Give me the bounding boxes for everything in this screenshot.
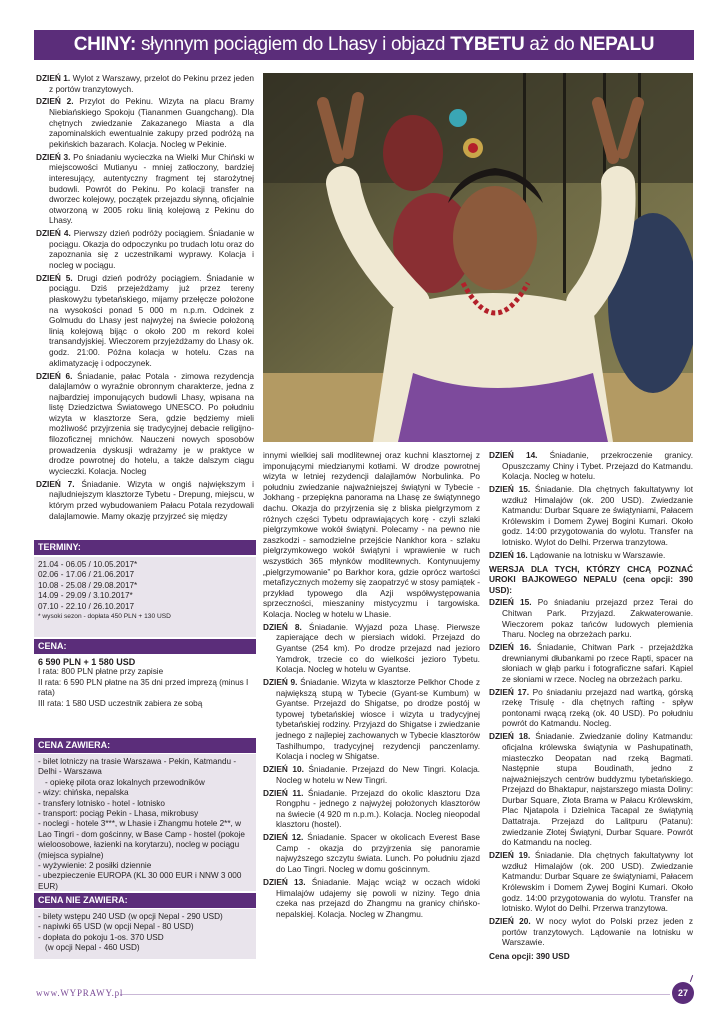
excludes-line: - dopłata do pokoju 1-os. 370 USD: [38, 932, 164, 942]
excludes-line: - bilety wstępu 240 USD (w opcji Nepal - 290 USD): [38, 912, 223, 921]
page-number: 27: [672, 982, 694, 1004]
day-label: DZIEŃ 10.: [263, 764, 304, 775]
itinerary-column-2: [263, 450, 480, 922]
day-text: Przylot do Pekinu. Wizyta na placu Bramy Niebiańskiego Spokoju (Tiananmen Guangchang). Dla chętnych zwiedzanie Zakazanego Miasta a dla zapominalskich ewentualnie zakupy przed podróżą na pekińskich bazarach. Kolacja. Nocleg w Pekinie.: [49, 96, 254, 149]
date-line: 07.10 - 22.10 / 26.10.2017: [38, 601, 135, 611]
price-line: II rata: 6 590 PLN płatne na 35 dni przed imprezą (minus I rata): [38, 677, 249, 698]
day-entry: [489, 850, 693, 914]
excludes-line: (w opcji Nepal - 460 USD): [45, 943, 140, 953]
price-box: [34, 654, 256, 736]
day-label: DZIEŃ 7.: [36, 478, 75, 489]
day-entry: [489, 550, 693, 561]
decorative-tick: [690, 975, 693, 982]
day-text: Śniadanie. Przejazd do New Tingri. Kolacja. Nocleg w hotelu w New Tingri.: [276, 764, 480, 785]
dates-box-title: TERMINY:: [34, 540, 256, 555]
includes-box: [34, 754, 256, 891]
includes-line: - ubezpieczenie EUROPA (KL 30 000 EUR i NNW 3 000 EUR): [38, 871, 242, 891]
day-label: DZIEŃ 14.: [489, 450, 538, 460]
day-text: Śniadanie. Wizyta w ongiś największym i najludniejszym klasztorze Tybetu - Drepung, miejscu, w którym przed wybudowaniem Pałacu Potala rezydowali dalajlamowie. Mamy okazję przyjrzeć się między: [49, 478, 254, 521]
date-line: 14.09 - 29.09 / 3.10.2017*: [38, 591, 133, 601]
day-label: DZIEŃ 16.: [489, 549, 528, 560]
day-text: Śniadanie, przekroczenie granicy. Opuszczamy Chiny i Tybet. Przejazd do Katmandu. Kolacja. Nocleg w hotelu.: [502, 450, 693, 482]
day-label: DZIEŃ 15.: [489, 597, 532, 608]
day-entry: [263, 677, 480, 762]
tibetan-woman-photo: [263, 73, 693, 442]
day-label: DZIEŃ 4.: [36, 228, 71, 239]
day-label: DZIEŃ 8.: [263, 621, 302, 632]
day-text: Lądowanie na lotnisku w Warszawie.: [527, 549, 666, 560]
day-text: Śniadanie. Mając wciąż w oczach widoki Himalajów udajemy się powoli w niziny. Tego dnia czeka nas przejazd do Zhangmu na granicy chińsko-nepalskiej. Kolacja. Nocleg w Zhangmu.: [276, 876, 480, 919]
day-entry: [36, 479, 254, 521]
day-entry: [489, 597, 693, 639]
footer-divider: [120, 994, 670, 995]
day-entry: [263, 622, 480, 675]
price-box-title: CENA:: [34, 639, 256, 654]
day-label: DZIEŃ 19.: [489, 850, 531, 861]
day-label: DZIEŃ 17.: [489, 686, 530, 697]
day-label: DZIEŃ 20.: [489, 916, 531, 927]
day-label: DZIEŃ 13.: [263, 876, 306, 887]
day-label: DZIEŃ 3.: [36, 151, 71, 162]
day-entry: [263, 788, 480, 830]
day-entry: [263, 877, 480, 919]
page-title: CHINY: słynnym pociągiem do Lhasy i objazd TYBETU aż do NEPALU: [34, 30, 694, 60]
itinerary-column-3: [489, 450, 693, 963]
date-line: 21.04 - 06.05 / 10.05.2017*: [38, 560, 138, 569]
day-entry: [489, 450, 693, 482]
day-text: Śniadanie, Chitwan Park - przejażdżka drewnianymi dłubankami po rzece Rapti, spacer na słoniach w głąb parku i fotograficzne safari. Kąpiel ze słoniami w rzece. Nocleg na obrzeżach parku.: [502, 641, 693, 684]
date-line: 10.08 - 25.08 / 29.08.2017*: [38, 580, 138, 590]
includes-line: - wizy: chińska, nepalska: [38, 788, 129, 798]
day-entry: [489, 484, 693, 548]
day-text: Drugi dzień podróży pociągiem. Śniadanie w pociągu. Dziś przejeżdżamy już przez tereny płaskowyżu tybetańskiego, mijamy przełęcze położone na wysokości ponad 5 000 m n.p.m. Odcinek z Golmudu do Lhasy jest najwyżej na świecie położoną linią kolejową bijąc o około 200 m rekord kolei transandyjskiej. Wieczorem przyjeżdżamy do Lhasy ok. godz. 21:00. Późna kolacja w hotelu. Czas na aklimatyzację i odpoczynek.: [49, 272, 254, 368]
excludes-box: [34, 909, 256, 959]
day-text: Śniadanie. Dla chętnych fakultatywny lot wzdłuż Himalajów (ok. 200 USD). Zwiedzanie Katmandu: Durbar Square ze świątyniami, Pałacem Królewskim i Domem Żywej Bogini Kumari. Około godz. 14:00 przygotowania do wylotu. Transfer na lotnisko. Wylot do Delhi. Przerwa tranzytowa.: [502, 850, 693, 914]
day-text: Po śniadaniu przejazd nad wartką, górską rzekę Trisulę - dla chętnych rafting - spływ pontonami rwącą rzeką (ok. 40 USD). Po południu powrót do Katmandu. Nocleg.: [502, 686, 693, 729]
day-text: Po śniadaniu wycieczka na Wielki Mur Chiński w miejscowości Mutianyu - mniej zatłoczony, bardziej interesujący, autentyczny fragment tej starożytnej budowli. Powrót do Pekinu. Po kolacji transfer na dworzec kolejowy, początek przejazdu słynną, oficjalnie otworzoną w 2005 roku linią kolejową z Pekinu do Lhasy.: [49, 151, 254, 226]
price-line: I rata: 800 PLN płatne przy zapisie: [38, 667, 164, 677]
day-label: DZIEŃ 5.: [36, 272, 73, 283]
nepal-option-heading: WERSJA DLA TYCH, KTÓRZY CHCĄ POZNAĆ UROKI BAJKOWEGO NEPALU (cena opcji: 390 USD):: [489, 563, 693, 595]
includes-line: - opiekę pilota oraz lokalnych przewodników: [45, 777, 205, 787]
excludes-box-title: CENA NIE ZAWIERA:: [34, 893, 256, 908]
day-entry: [489, 731, 693, 848]
day-text: Śniadanie. Wyjazd poza Lhasę. Pierwsze zapierające dech w piersiach widoki. Przejazd do Gyantse (254 km). Po drodze przejazd nad jezioro Yamdrok, trzecie co do wielkości jezioro Tybetu. Kolacja. Nocleg w hotelu w Gyantse.: [276, 621, 480, 675]
day-label: DZIEŃ 2.: [36, 96, 74, 107]
price-main: 6 590 PLN + 1 580 USD: [38, 657, 136, 667]
day-7-continued: innymi wielkiej sali modlitewnej oraz kuchni klasztornej z imponującymi miedzianymi kotłami. W drodze powrotnej wizyta w letniej rezydencji dalajlamów Norbulinka. Po południu zwiedzanie najważniejszej świątyni w Tybecie - Jokhang - przepiękna panorama na Lhasę ze świątynnego dachu. Okazja do przyjrzenia się z bliska pielgrzymom z różnych części Tybetu odprawiających korę - czyli szlaki pielgrzymkowe wokół świątyni. Polecamy - na pewno nie zaszkodzi - samodzielne przejście Nankhor kora - szlaku pielgrzymkowego wokół świątyni i wprawienie w ruch wszystkich 365 młynków modlitewnych. Kontynuujemy „pielgrzymowanie” po Barkhor kora, gdzie oprócz wartości metafizycznych możemy się zaopatrzyć w stosy pamiątek - przykład typowego dla Azji współwystępowania sprzeczności, mieszaniny mistycyzmu i targowiska. Kolacja. Nocleg w hotelu w Lhasie.: [263, 450, 480, 619]
includes-line: - bilet lotniczy na trasie Warszawa - Pekin, Katmandu - Delhi - Warszawa: [38, 757, 237, 777]
day-text: Po śniadaniu przejazd przez Terai do Chitwan Park. Przyjazd. Zakwaterowanie. Wieczorem pokaz tańców ludowych plemienia Tharu. Nocleg na obrzeżach parku.: [502, 597, 693, 640]
includes-line: - wyżywienie: 2 posiłki dziennie: [38, 861, 152, 871]
day-text: Pierwszy dzień podróży pociągiem. Śniadanie w pociągu. Okazja do odpoczynku po trudach lotu oraz do zapoznania się z uczestnikami wyprawy. Kolacja i nocleg w pociągu.: [49, 228, 254, 270]
day-entry: [36, 273, 254, 368]
dates-box: [34, 557, 256, 637]
day-entry: [36, 73, 254, 94]
day-text: Śniadanie. Dla chętnych fakultatywny lot wzdłuż Himalajów (ok. 200 USD). Zwiedzanie Katmandu: Durbar Square ze świątyniami, Pałacem Królewskim i Domem Żywej Bogini Kumari. Około godz. 14:00 przygotowania do wylotu. Transfer na lotnisko. Wylot do Delhi. Przerwa tranzytowa.: [502, 484, 693, 548]
day-entry: [36, 152, 254, 226]
day-label: DZIEŃ 9.: [263, 677, 298, 688]
day-text: Śniadanie. Wizyta w klasztorze Pelkhor Chode z największą stupą w Tybecie (Gyant-se Kumbum) w Gyantse. Przejazd do Shigatse, po drodze postój w typowej tybetańskiej wiosce i wizyta u tradycyjnej tybetańskiej rodziny. Przyjazd do Shigatse i zwiedzanie jednego z najlepiej zachowanych w Tybecie klasztorów Tashilhumpo, tradycyjnej rezydencji panczenlamy. Kolacja i nocleg w Shigatse.: [276, 677, 480, 762]
includes-line: - transfery lotnisko - hotel - lotnisko: [38, 798, 165, 808]
includes-line: - noclegi - hotele 3***, w Lhasie i Zhangmu hotele 2**, w Lao Tingri - dom gościnny, w Base Camp - hostel (pokoje wieloosobowe, łazienki na korytarzu), nocleg w pociągu (miejsca sypialne): [38, 819, 245, 860]
price-line: III rata: 1 580 USD uczestnik zabiera ze sobą: [38, 698, 203, 708]
includes-box-title: CENA ZAWIERA:: [34, 738, 256, 753]
option-price: Cena opcji: 390 USD: [489, 950, 570, 961]
day-label: DZIEŃ 1.: [36, 73, 71, 83]
season-note: * wysoki sezon - dopłata 450 PLN + 130 USD: [38, 613, 171, 621]
day-label: DZIEŃ 11.: [263, 787, 304, 798]
day-text: Śniadanie, pałac Potala - zimowa rezydencja dalajlamów o wyraźnie obronnym charakterze, jedna z najbardziej imponujących budowli Lhasy, wpisana na listę Dziedzictwa Światowego UNESCO. Po południu wizyta w klasztorze Sera, gdzie będziemy mieli możliwość przyjrzenia się tradycyjnej debacie religijno-filozoficznej mnichów. Nauczeni nowych sposobów prowadzenia dyskusji wdrażamy je w praktyce w drodze powrotnej do hotelu, a także dalszym ciągu wycieczki. Kolacja. Nocleg: [49, 370, 254, 476]
day-label: DZIEŃ 12.: [263, 832, 304, 843]
day-entry: [263, 832, 480, 874]
day-label: DZIEŃ 6.: [36, 370, 73, 381]
day-label: DZIEŃ 18.: [489, 731, 531, 742]
day-entry: [263, 764, 480, 785]
day-entry: [489, 916, 693, 948]
day-text: Śniadanie. Spacer w okolicach Everest Base Camp - okazja do przyjrzenia się panoramie najwyższego szczytu świata. Lunch. Po południu zjazd do Lao Tingri. Nocleg w domu gościnnym.: [276, 832, 481, 875]
photo-illustration: [263, 73, 693, 442]
day-label: DZIEŃ 16.: [489, 641, 532, 652]
includes-line: - transport: pociąg Pekin - Lhasa, mikrobusy: [38, 809, 199, 819]
day-entry: [489, 687, 693, 729]
site-logo[interactable]: www.WYPRAWY.pl: [36, 988, 124, 998]
day-entry: [36, 371, 254, 477]
excludes-line: - napiwki 65 USD (w opcji Nepal - 80 USD): [38, 922, 194, 932]
day-text: Wylot z Warszawy, przelot do Pekinu przez jeden z portów tranzytowych.: [49, 73, 254, 94]
itinerary-column-1: [36, 73, 254, 523]
day-entry: [36, 228, 254, 270]
day-text: Śniadanie. Zwiedzanie doliny Katmandu: oficjalna królewska świątynia w Pashupatinath, miasteczko Deopatan nad rzeką Bagmati. Następnie stupa Boudinath, jedno z najważniejszych centrów buddyzmu tybetańskiego. Przejazd do Bhaktapur, najstarszego miasta Doliny: Durbar Square, Złota Brama w Pałacu Królewskim, Plac Njatapola i Dzielnica Tacapal ze świątynią Dattatraja. Przejazd do Lalitpuru (Patanu): zwiedzanie Złotej Świątyni, Durbar Square. Powrót do Katmandu na nocleg.: [502, 731, 693, 848]
day-label: DZIEŃ 15.: [489, 484, 531, 495]
date-line: 02.06 - 17.06 / 21.06.2017: [38, 570, 135, 580]
day-entry: [36, 96, 254, 149]
day-text: Śniadanie. Przejazd do okolic klasztoru Dza Rongphu - jednego z najwyżej położonych klasztorów na świecie (4 920 m n.p.m.). Kolacja. Nocleg nieopodal klasztoru (hostel).: [276, 787, 480, 830]
day-text: W nocy wylot do Polski przez jeden z portów tranzytowych. Lądowanie na lotnisku w Warszawie.: [502, 916, 693, 948]
day-entry: [489, 642, 693, 684]
